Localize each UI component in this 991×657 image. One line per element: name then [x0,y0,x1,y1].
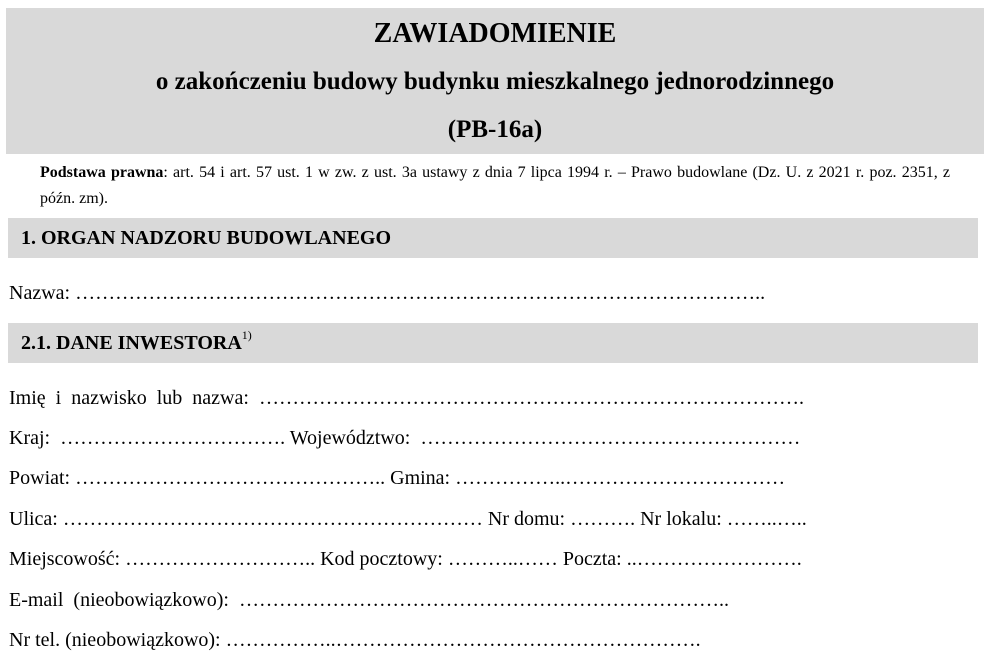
postal-code-field[interactable]: ………..…… [442,548,563,570]
phone-field[interactable]: ……………..………………………………………………. [220,629,701,651]
form-title-box [6,8,984,154]
section-organ-header [8,218,978,258]
legal-basis [40,160,950,212]
postal-code-label: Kod pocztowy: [320,548,443,570]
post-office-label: Poczta: [562,548,622,570]
street-field[interactable]: ……………………………………………………… [57,508,488,530]
email-label: E-mail (nieobowiązkowo): [9,589,229,611]
voivodeship-field[interactable]: ………………………………………………… [410,427,801,449]
street-label: Ulica: [9,508,58,530]
organ-name-row [9,278,980,308]
district-label: Powiat: [9,467,71,489]
organ-name-field[interactable]: ………………………………………………………………………………………….. [70,282,766,304]
footnote-marker: 1) [241,328,252,342]
house-number-field[interactable]: ………. [565,508,641,530]
district-row [9,463,980,493]
email-row [9,585,980,615]
legal-basis-label: Podstawa prawna [40,164,164,181]
post-office-field[interactable]: ..……………………. [621,548,802,570]
street-row [9,504,980,534]
voivodeship-label: Województwo: [289,427,411,449]
house-number-label: Nr domu: [487,508,566,530]
country-row [9,423,980,453]
country-label: Kraj: [9,427,51,449]
commune-field[interactable]: ……………..…………………………… [450,467,786,489]
section-investor-title: 2.1. DANE INWESTORA [21,332,242,354]
section-investor-header [8,323,978,363]
district-field[interactable]: ……………………………………….. [70,467,391,489]
commune-label: Gmina: [390,467,451,489]
apartment-number-label: Nr lokalu: [640,508,722,530]
email-field[interactable]: ……………………………………………………………….. [228,589,729,611]
city-field[interactable]: ……………………….. [120,548,321,570]
investor-name-label: Imię i nazwisko lub nazwa: [9,387,249,409]
legal-basis-text: : art. 54 i art. 57 ust. 1 w zw. z ust. 3a ustawy z dnia 7 lipca 1994 r. – Prawo budowlane (Dz. U. z 2021 r. poz. 2351, z późn. zm). [40,164,951,207]
investor-name-row [9,383,980,413]
apartment-number-field[interactable]: ……..….. [721,508,807,530]
organ-name-label: Nazwa: [9,282,71,304]
city-row [9,544,980,574]
form-title: ZAWIADOMIENIE [373,18,617,49]
phone-label: Nr tel. (nieobowiązkowo): [9,629,221,651]
form-code: (PB-16a) [447,116,543,143]
phone-row [9,625,980,655]
form-subtitle: o zakończeniu budowy budynku mieszkalnego jednorodzinnego [155,68,835,95]
city-label: Miejscowość: [9,548,121,570]
country-field[interactable]: ……………………………. [50,427,290,449]
section-organ-title: 1. ORGAN NADZORU BUDOWLANEGO [21,227,392,249]
investor-name-field[interactable]: ………………………………………………………………………. [248,387,804,409]
